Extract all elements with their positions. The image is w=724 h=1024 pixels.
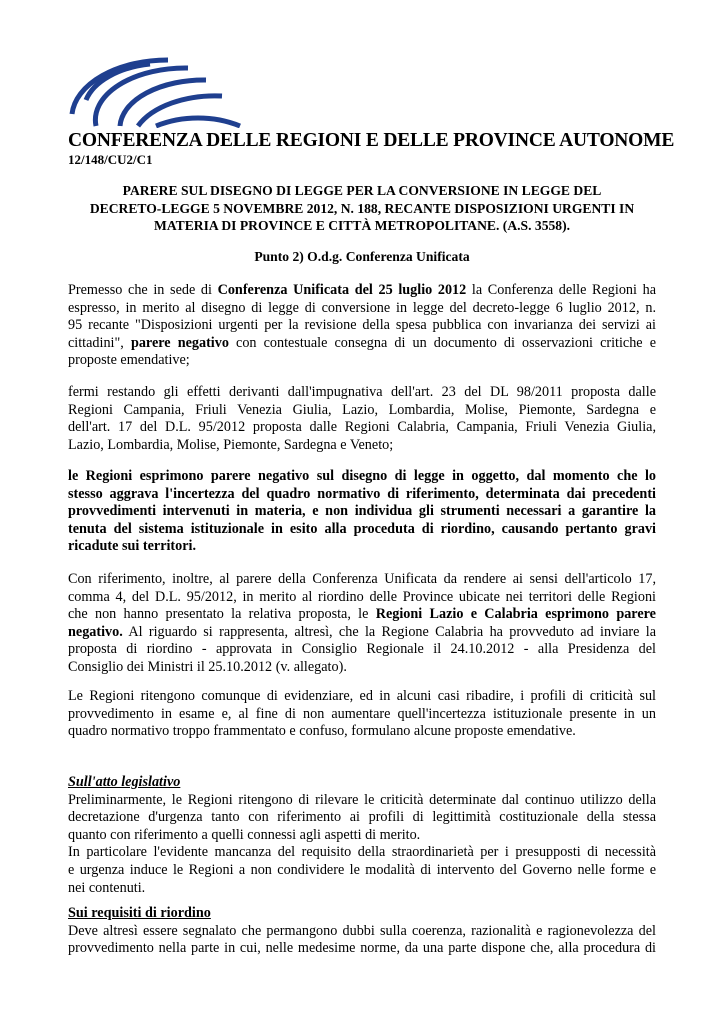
section-atto-legislativo xyxy=(68,774,656,897)
text-line: tenuta del sistema istituzionale in esito alla proceduta di riordino, causando pertanto gravi xyxy=(68,520,656,537)
text-line: nei contenuti. xyxy=(68,879,146,896)
text-line: Le Regioni ritengono comunque di evidenziare, ed in alcuni casi ribadire, i profili di criticità sul xyxy=(68,688,656,704)
heading-line: PARERE SUL DISEGNO DI LEGGE PER LA CONVERSIONE IN LEGGE DEL xyxy=(122,183,602,198)
text-line: cittadini", parere negativo con contestuale consegna di un documento di osservazioni critiche e xyxy=(68,334,656,351)
agenda-item: Punto 2) O.d.g. Conferenza Unificata xyxy=(254,249,470,264)
paragraph-premesso xyxy=(68,282,656,370)
text-line: Con riferimento, inoltre, al parere della Conferenza Unificata da rendere ai sensi dell'articolo 17, xyxy=(68,571,656,587)
text-line: Regioni Campania, Friuli Venezia Giulia, Lazio, Lombardia, Molise, Piemonte, Sardegna e xyxy=(68,401,656,418)
org-title: CONFERENZA DELLE REGIONI E DELLE PROVINCE AUTONOME xyxy=(68,130,675,151)
document-code: 12/148/CU2/C1 xyxy=(68,152,153,167)
paragraph-parere-negativo xyxy=(68,468,656,556)
paragraph-fermi-restando xyxy=(68,384,656,454)
paragraph-regioni-ritengono xyxy=(68,688,656,741)
text-line: quanto con riferimento a quelli connessi agli aspetti di merito. xyxy=(68,826,421,843)
section-title: Sull'atto legislativo xyxy=(68,774,181,790)
text-line: le Regioni esprimono parere negativo sul disegno di legge in oggetto, dal momento che lo xyxy=(68,468,656,484)
section-requisiti-riordino xyxy=(68,905,656,958)
section-title: Sui requisiti di riordino xyxy=(68,905,211,921)
text-line: ricadute sui territori. xyxy=(68,538,197,555)
text-line: comma 4, del D.L. 95/2012, in merito al riordino delle Province ubicate nei territori delle Regioni xyxy=(68,588,656,605)
text-line: Lazio, Lombardia, Molise, Piemonte, Sardegna e Veneto; xyxy=(68,436,394,453)
paragraph-riferimento xyxy=(68,571,656,677)
document-heading xyxy=(40,182,684,235)
text-line: provvedimenti intervenuti in materia, e non individua gli strumenti necessari a garantire la xyxy=(68,503,656,520)
text-line: dell'art. 17 del D.L. 95/2012 proposta dalle Regioni Calabria, Campania, Friuli Venezia Giulia, xyxy=(68,419,656,436)
text-line: Deve altresì essere segnalato che permangono dubbi sulla coerenza, razionalità e ragionevolezza del xyxy=(68,922,656,939)
text-line: Preliminarmente, le Regioni ritengono di rilevare le criticità determinate dal continuo utilizzo della xyxy=(68,791,656,808)
text-line: fermi restando gli effetti derivanti dall'impugnativa dell'art. 23 del DL 98/2011 proposta dalle xyxy=(68,384,656,400)
text-line: quadro normativo troppo frammentato e confuso, formulano alcune proposte emendative. xyxy=(68,723,576,740)
text-line: provvedimento nella parte in cui, nelle medesime norme, da una parte dispone che, alla procedura di xyxy=(68,940,656,957)
text-line: 95 recante "Disposizioni urgenti per la revisione della spesa pubblica con invarianza dei servizi ai xyxy=(68,317,656,334)
heading-line: MATERIA DI PROVINCE E CITTÀ METROPOLITANE. (A.S. 3558). xyxy=(153,218,571,233)
text-line: In particolare l'evidente mancanza del requisito della straordinarietà per i presupposti di necessità xyxy=(68,844,656,861)
text-line: provvedimento in esame e, al fine di non aumentare quell'incertezza istituzionale presente in un xyxy=(68,705,656,722)
text-line: proposta di riordino - approvata in Consiglio Regionale il 24.10.2012 - alla Presidenza del xyxy=(68,641,656,658)
text-line: e urgenza induce le Regioni a non condividere le modalità di intervento del Governo nelle forme e xyxy=(68,861,656,878)
text-line: negativo. Al riguardo si rappresenta, altresì, che la Regione Calabria ha provveduto ad inviare la xyxy=(68,623,656,640)
text-line: decretazione d'urgenza tanto con riferimento ai profili di legittimità costituzionale della stessa xyxy=(68,809,656,826)
text-line: Premesso che in sede di Conferenza Unificata del 25 luglio 2012 la Conferenza delle Regioni ha xyxy=(68,282,656,298)
heading-line: DECRETO-LEGGE 5 NOVEMBRE 2012, N. 188, RECANTE DISPOSIZIONI URGENTI IN xyxy=(89,200,635,216)
text-line: Consiglio dei Ministri il 25.10.2012 (v. allegato). xyxy=(68,658,347,675)
conference-logo-icon xyxy=(66,56,242,128)
text-line: stesso aggrava l'incertezza del quadro normativo di riferimento, determinata dai precedenti xyxy=(68,485,656,502)
text-line: espresso, in merito al disegno di legge di conversione in legge del decreto-legge 6 luglio 2012, n. xyxy=(68,299,656,316)
text-line: che non hanno presentato la relativa proposta, le Regioni Lazio e Calabria esprimono parere xyxy=(68,606,656,623)
text-line: proposte emendative; xyxy=(68,352,190,369)
